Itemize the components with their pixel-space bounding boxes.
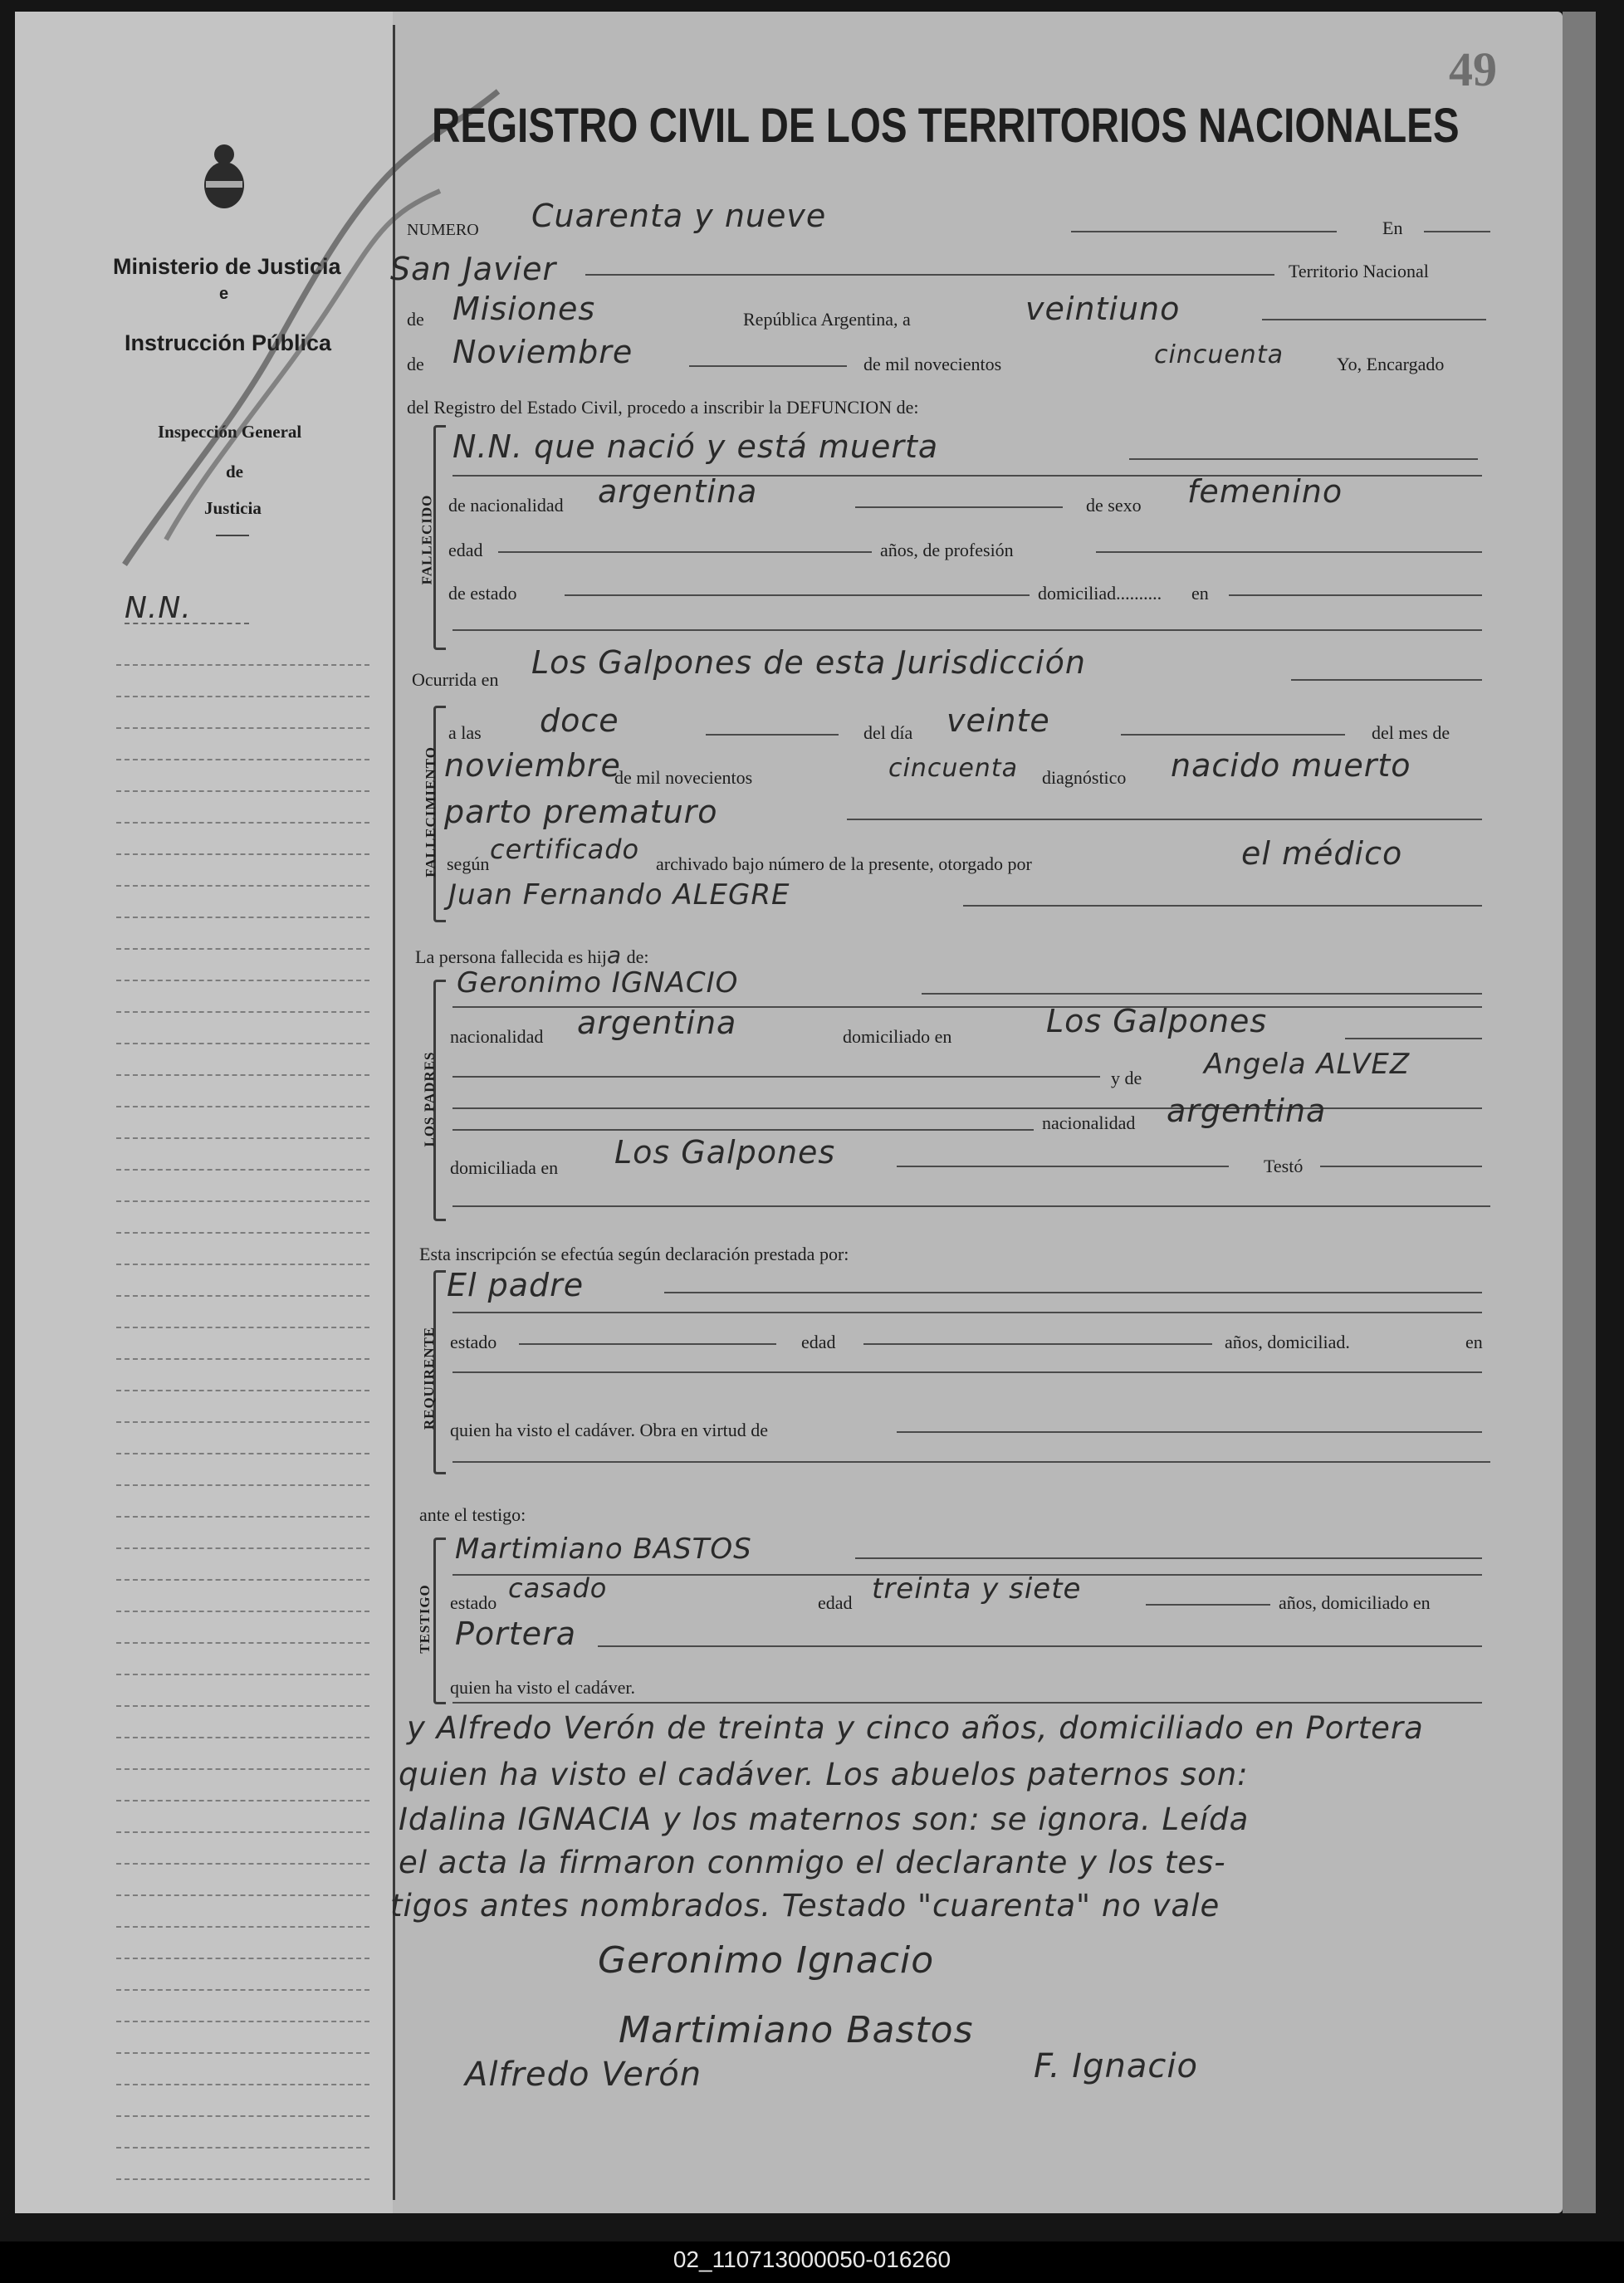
margin-ruled-line bbox=[116, 917, 369, 918]
testigo-bracket bbox=[433, 1537, 446, 1704]
line bbox=[452, 1371, 1482, 1373]
year-value-2: cincuenta bbox=[888, 754, 1018, 783]
inspection-line3: Justicia bbox=[204, 498, 262, 518]
line bbox=[452, 1129, 1034, 1131]
madre-nacionalidad: argentina bbox=[1167, 1093, 1327, 1129]
en-label-2: en bbox=[1191, 583, 1209, 604]
year-label-2: de mil novecientos bbox=[614, 767, 753, 788]
declaracion-label: Esta inscripción se efectúa según declaración prestada por: bbox=[419, 1244, 849, 1264]
ministry-line3: Instrucción Pública bbox=[125, 330, 332, 355]
line bbox=[1320, 1166, 1482, 1167]
line bbox=[565, 594, 1030, 596]
line bbox=[452, 1702, 1482, 1704]
margin-note-underline bbox=[125, 623, 249, 624]
segun-label: según bbox=[447, 853, 490, 874]
line bbox=[847, 819, 1482, 820]
estado-label: de estado bbox=[448, 583, 517, 604]
margin-ruled-line bbox=[116, 1926, 369, 1928]
margin-ruled-line bbox=[116, 1137, 369, 1139]
page-title: REGISTRO CIVIL DE LOS TERRITORIOS NACIONALES bbox=[432, 99, 1460, 153]
line bbox=[1129, 458, 1478, 460]
place-value: San Javier bbox=[390, 251, 557, 287]
line bbox=[1146, 1604, 1270, 1606]
line bbox=[863, 1343, 1212, 1345]
testigo-domicilio-label: años, domiciliado en bbox=[1279, 1592, 1431, 1613]
testigo-estado-label: estado bbox=[450, 1592, 497, 1613]
requirente-visto-label: quien ha visto el cadáver. Obra en virtud de bbox=[450, 1420, 769, 1440]
margin-ruled-line bbox=[116, 1516, 369, 1518]
y-de-label: y de bbox=[1111, 1068, 1142, 1088]
numero-label: NUMERO bbox=[407, 221, 479, 239]
line bbox=[1071, 231, 1337, 232]
requirente-domicilio-label: años, domiciliad. bbox=[1225, 1332, 1350, 1352]
padres-intro bbox=[415, 941, 648, 969]
requirente-value: El padre bbox=[447, 1267, 585, 1303]
line bbox=[897, 1431, 1482, 1433]
testigo-domicilio-value: Portera bbox=[455, 1616, 576, 1652]
month-value: Noviembre bbox=[452, 334, 633, 370]
margin-ruled-line bbox=[116, 1484, 369, 1486]
dia-value: veinte bbox=[947, 702, 1050, 739]
segun-value: certificado bbox=[490, 834, 640, 865]
inspection-line2: de bbox=[226, 462, 243, 482]
margin-ruled-line bbox=[116, 853, 369, 855]
year-value: cincuenta bbox=[1154, 340, 1284, 369]
fallecido-section: FALLECIDO bbox=[418, 494, 435, 585]
margin-ruled-line bbox=[116, 1200, 369, 1202]
signature-encargado: F. Ignacio bbox=[1034, 2047, 1198, 2085]
testigo-edad-label: edad bbox=[818, 1592, 853, 1613]
margin-ruled-line bbox=[116, 1894, 369, 1896]
margin-ruled-line bbox=[116, 1169, 369, 1171]
line bbox=[1121, 734, 1345, 736]
testigo-visto-label: quien ha visto el cadáver. bbox=[450, 1677, 635, 1698]
de2-label: de bbox=[407, 354, 424, 374]
medico-value: el médico bbox=[1241, 835, 1403, 872]
a-las-label: a las bbox=[448, 722, 482, 743]
margin-ruled-line bbox=[116, 2115, 369, 2117]
margin-ruled-line bbox=[116, 1011, 369, 1013]
margin-ruled-line bbox=[116, 1358, 369, 1360]
territorio-label: Territorio Nacional bbox=[1289, 261, 1429, 281]
margin-ruled-line bbox=[116, 1642, 369, 1644]
line bbox=[855, 1557, 1482, 1559]
margin-ruled-line bbox=[116, 696, 369, 697]
margin-ruled-line bbox=[116, 1547, 369, 1549]
archivado-label: archivado bajo número de la presente, otorgado por bbox=[656, 853, 1032, 874]
note-line-4: el acta la firmaron conmigo el declarante y los tes- bbox=[399, 1845, 1226, 1880]
requirente-edad-label: edad bbox=[801, 1332, 836, 1352]
margin-ruled-line bbox=[116, 1232, 369, 1234]
intro-text: del Registro del Estado Civil, procedo a inscribir la DEFUNCION de: bbox=[407, 397, 919, 418]
nacionalidad-label-2: nacionalidad bbox=[450, 1026, 544, 1047]
line bbox=[1229, 594, 1482, 596]
ministry-line1: Ministerio de Justicia bbox=[113, 254, 341, 279]
margin-ruled-line bbox=[116, 980, 369, 981]
margin-ruled-line bbox=[116, 885, 369, 887]
margin-ruled-line bbox=[116, 1421, 369, 1423]
requirente-section: REQUIRENTE bbox=[421, 1326, 438, 1430]
margin-ruled-line bbox=[116, 1264, 369, 1265]
margin-ruled-line bbox=[116, 1800, 369, 1801]
domiciliada-label: domiciliada en bbox=[450, 1157, 559, 1178]
line bbox=[1262, 319, 1486, 320]
testigo-section: TESTIGO bbox=[416, 1584, 433, 1654]
line bbox=[452, 1312, 1482, 1313]
mes-value: noviembre bbox=[444, 747, 621, 784]
del-mes-label: del mes de bbox=[1372, 722, 1450, 743]
territorio-value: Misiones bbox=[452, 291, 596, 327]
line bbox=[452, 1107, 1482, 1109]
inspection-line1: Inspección General bbox=[158, 422, 302, 442]
line bbox=[585, 274, 1274, 276]
line bbox=[922, 993, 1482, 995]
margin-note: N.N. bbox=[125, 591, 192, 625]
margin-ruled-line bbox=[116, 1863, 369, 1865]
encargado-label: Yo, Encargado bbox=[1337, 354, 1445, 374]
nacionalidad-label: de nacionalidad bbox=[448, 495, 564, 516]
margin-ruled-line bbox=[116, 948, 369, 950]
image-caption: 02_110713000050-016260 bbox=[673, 2246, 951, 2272]
signature-testigo1: Martimiano Bastos bbox=[619, 2009, 974, 2051]
margin-ruled-line bbox=[116, 1989, 369, 1991]
madre-domicilio: Los Galpones bbox=[614, 1134, 836, 1171]
nacionalidad-label-3: nacionalidad bbox=[1042, 1112, 1136, 1133]
padre-domicilio: Los Galpones bbox=[1046, 1003, 1268, 1039]
padres-section: LOS PADRES bbox=[421, 1051, 438, 1147]
line bbox=[452, 1461, 1490, 1463]
en-label: En bbox=[1382, 218, 1403, 238]
margin-ruled-line bbox=[116, 1611, 369, 1612]
line bbox=[1096, 551, 1482, 553]
margin-ruled-line bbox=[116, 1674, 369, 1675]
margin-ruled-line bbox=[116, 759, 369, 760]
numero-value: Cuarenta y nueve bbox=[531, 198, 827, 234]
line bbox=[689, 365, 847, 367]
domiciliado-label: domiciliado en bbox=[843, 1026, 952, 1047]
margin-ruled-line bbox=[116, 2084, 369, 2085]
testo-label: Testó bbox=[1264, 1156, 1304, 1176]
margin-ruled-line bbox=[116, 1106, 369, 1107]
margin-ruled-line bbox=[116, 1831, 369, 1833]
ocurrida-value: Los Galpones de esta Jurisdicción bbox=[531, 644, 1086, 681]
margin-ruled-line bbox=[116, 2021, 369, 2022]
line bbox=[706, 734, 839, 736]
line bbox=[855, 506, 1063, 508]
margin-ruled-line bbox=[116, 1327, 369, 1328]
signature-testigo2: Alfredo Verón bbox=[465, 2056, 702, 2094]
testigo-intro: ante el testigo: bbox=[419, 1504, 526, 1525]
nacionalidad-value: argentina bbox=[598, 473, 758, 510]
del-dia-label: del día bbox=[863, 722, 913, 743]
line bbox=[452, 1205, 1490, 1207]
margin-ruled-line bbox=[116, 664, 369, 666]
line bbox=[1424, 231, 1490, 232]
year-label: de mil novecientos bbox=[863, 354, 1002, 374]
padres-de: de: bbox=[626, 946, 649, 967]
requirente-en-label: en bbox=[1465, 1332, 1483, 1352]
signature-declarante: Geronimo Ignacio bbox=[598, 1939, 935, 1982]
margin-ruled-line bbox=[116, 2147, 369, 2149]
margin-ruled-line bbox=[116, 1705, 369, 1707]
margin-ruled-line bbox=[116, 1958, 369, 1959]
madre-name: Angela ALVEZ bbox=[1204, 1048, 1411, 1081]
margin-ruled-line bbox=[116, 727, 369, 729]
margin-ruled-line bbox=[116, 2178, 369, 2180]
padre-name: Geronimo IGNACIO bbox=[457, 966, 739, 1000]
edad-label: edad bbox=[448, 540, 483, 560]
republica-label: República Argentina, a bbox=[743, 309, 911, 330]
de-label: de bbox=[407, 309, 424, 330]
sexo-value: femenino bbox=[1187, 473, 1343, 510]
note-line-5: tigos antes nombrados. Testado "cuarenta" no vale bbox=[390, 1888, 1220, 1924]
sexo-label: de sexo bbox=[1086, 495, 1142, 516]
padres-intro-value: a bbox=[606, 941, 623, 969]
margin-ruled-line bbox=[116, 1768, 369, 1770]
line bbox=[452, 629, 1482, 631]
testigo-name: Martimiano BASTOS bbox=[455, 1533, 752, 1566]
testigo-edad-value: treinta y siete bbox=[872, 1572, 1082, 1606]
day-value: veintiuno bbox=[1025, 291, 1181, 327]
margin-ruled-line bbox=[116, 790, 369, 792]
domicilio-label: domiciliad.......... bbox=[1038, 583, 1162, 604]
line bbox=[452, 1076, 1100, 1078]
ocurrida-label: Ocurrida en bbox=[412, 669, 499, 690]
diagnostico-value: nacido muerto bbox=[1171, 747, 1411, 784]
margin-ruled-line bbox=[116, 1390, 369, 1391]
padres-intro-text: La persona fallecida es hij bbox=[415, 946, 607, 967]
hora-value: doce bbox=[540, 702, 619, 739]
diagnostico-label: diagnóstico bbox=[1042, 767, 1127, 788]
line bbox=[1291, 679, 1482, 681]
margin-ruled-line bbox=[116, 822, 369, 824]
line bbox=[1345, 1038, 1482, 1039]
line bbox=[598, 1645, 1482, 1647]
padre-nacionalidad: argentina bbox=[577, 1005, 737, 1041]
line bbox=[897, 1166, 1229, 1167]
line bbox=[498, 551, 872, 553]
margin-ruled-line bbox=[116, 1043, 369, 1044]
testigo-estado-value: casado bbox=[508, 1572, 608, 1604]
book-edge bbox=[1563, 12, 1596, 2213]
ministry-line2: e bbox=[219, 285, 229, 303]
line bbox=[519, 1343, 776, 1345]
fallecido-name: N.N. que nació y está muerta bbox=[452, 428, 939, 465]
requirente-estado-label: estado bbox=[450, 1332, 497, 1352]
note-line-2: quien ha visto el cadáver. Los abuelos paternos son: bbox=[399, 1757, 1249, 1792]
note-line-3: Idalina IGNACIA y los maternos son: se ignora. Leída bbox=[399, 1801, 1250, 1837]
page-number: 49 bbox=[1449, 42, 1497, 96]
line bbox=[664, 1292, 1482, 1293]
profesion-label: años, de profesión bbox=[880, 540, 1014, 560]
diagnostico-value2: parto prematuro bbox=[444, 794, 718, 830]
margin-ruled-line bbox=[116, 1579, 369, 1581]
medico-name: Juan Fernando ALEGRE bbox=[448, 878, 790, 912]
margin-ruled-line bbox=[116, 1295, 369, 1297]
margin-ruled-line bbox=[116, 1453, 369, 1454]
margin-ruled-line bbox=[116, 2052, 369, 2054]
line bbox=[963, 905, 1482, 907]
margin-ruled-line bbox=[116, 1074, 369, 1076]
note-line-1: y Alfredo Verón de treinta y cinco años, domiciliado en Portera bbox=[407, 1710, 1424, 1746]
fallecimiento-section: FALLECIMIENTO bbox=[422, 746, 438, 878]
margin-ruled-line bbox=[116, 1737, 369, 1738]
